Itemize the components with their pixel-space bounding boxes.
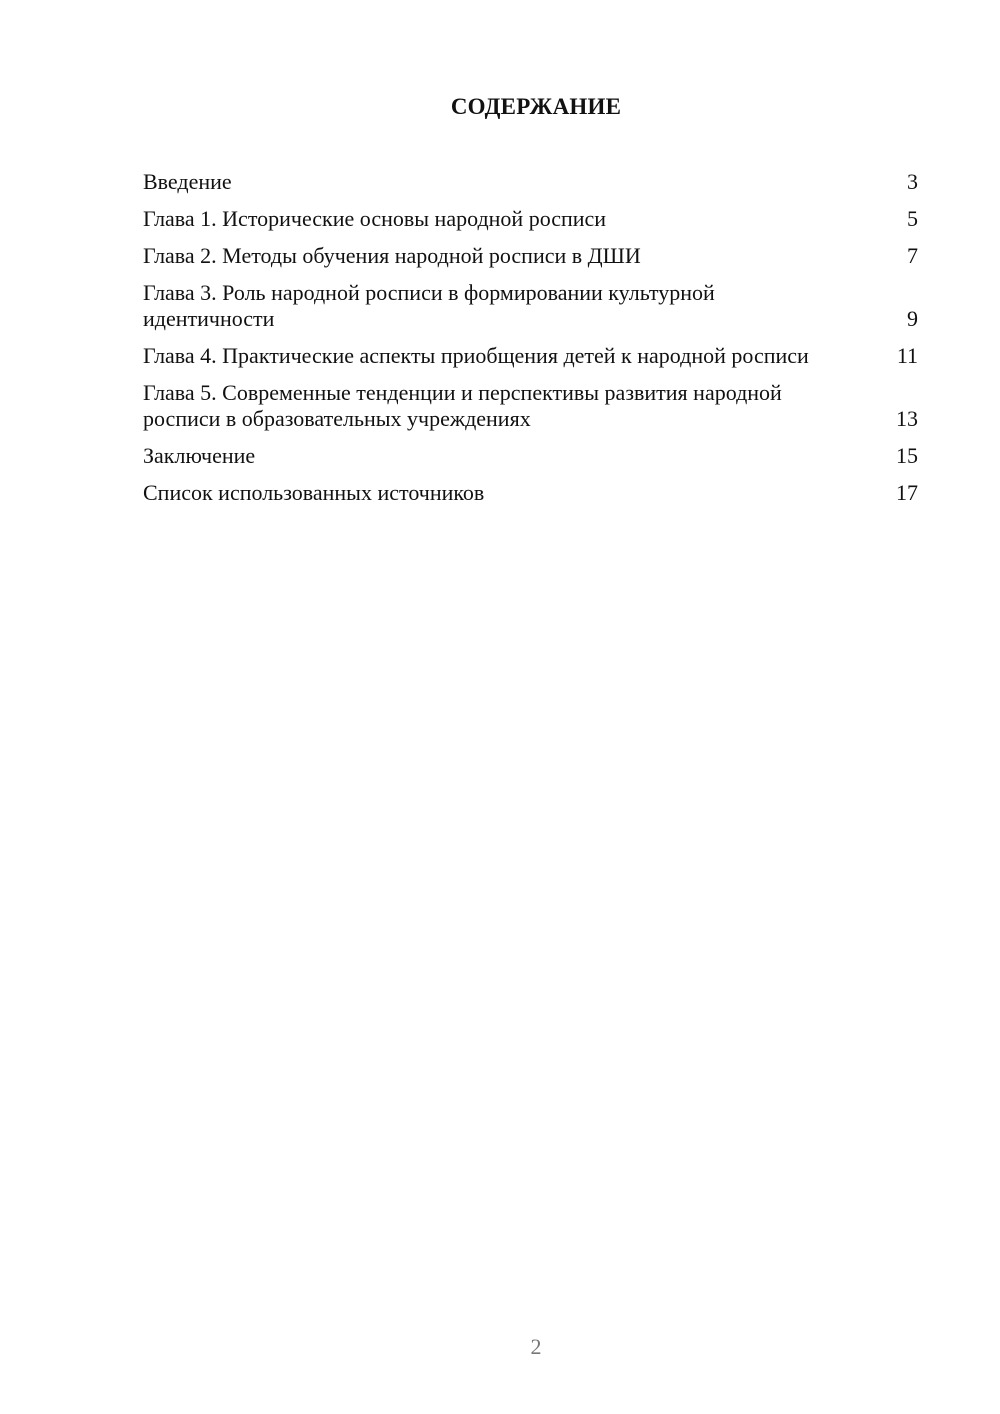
toc-entry-page: 5 (907, 206, 918, 231)
toc-entry-page: 7 (907, 243, 918, 268)
toc-entry-chapter-4 (143, 343, 918, 369)
page-number: 2 (530, 1334, 542, 1359)
toc-entry-page: 9 (907, 306, 918, 331)
page-title: СОДЕРЖАНИЕ (450, 94, 622, 119)
toc-entry-chapter-2 (143, 243, 918, 269)
toc-entry-conclusion (143, 443, 918, 469)
toc-entry-chapter-3 (143, 280, 918, 332)
toc-entry-page: 11 (896, 343, 918, 368)
toc-entry-page: 3 (907, 169, 918, 194)
toc-entry-page: 17 (896, 480, 918, 505)
toc-entry-page: 13 (896, 406, 918, 431)
toc-entry-text: Глава 3. Роль народной росписи в формировании культурной идентичности (143, 280, 715, 331)
toc-entry-text: Список использованных источников (143, 480, 485, 505)
toc-entry-page: 15 (896, 443, 918, 468)
toc-entry-chapter-1 (143, 206, 918, 232)
table-of-contents (143, 169, 918, 517)
toc-entry-text: Глава 5. Современные тенденции и перспективы развития народной росписи в образовательных учреждениях (143, 380, 782, 431)
toc-entry-text: Глава 4. Практические аспекты приобщения детей к народной росписи (143, 343, 809, 368)
toc-entry-text: Введение (143, 169, 232, 194)
toc-entry-text: Заключение (143, 443, 256, 468)
toc-entry-introduction (143, 169, 918, 195)
toc-entry-text: Глава 1. Исторические основы народной росписи (143, 206, 607, 231)
toc-entry-chapter-5 (143, 380, 918, 432)
toc-entry-references (143, 480, 918, 506)
toc-entry-text: Глава 2. Методы обучения народной росписи в ДШИ (143, 243, 641, 268)
